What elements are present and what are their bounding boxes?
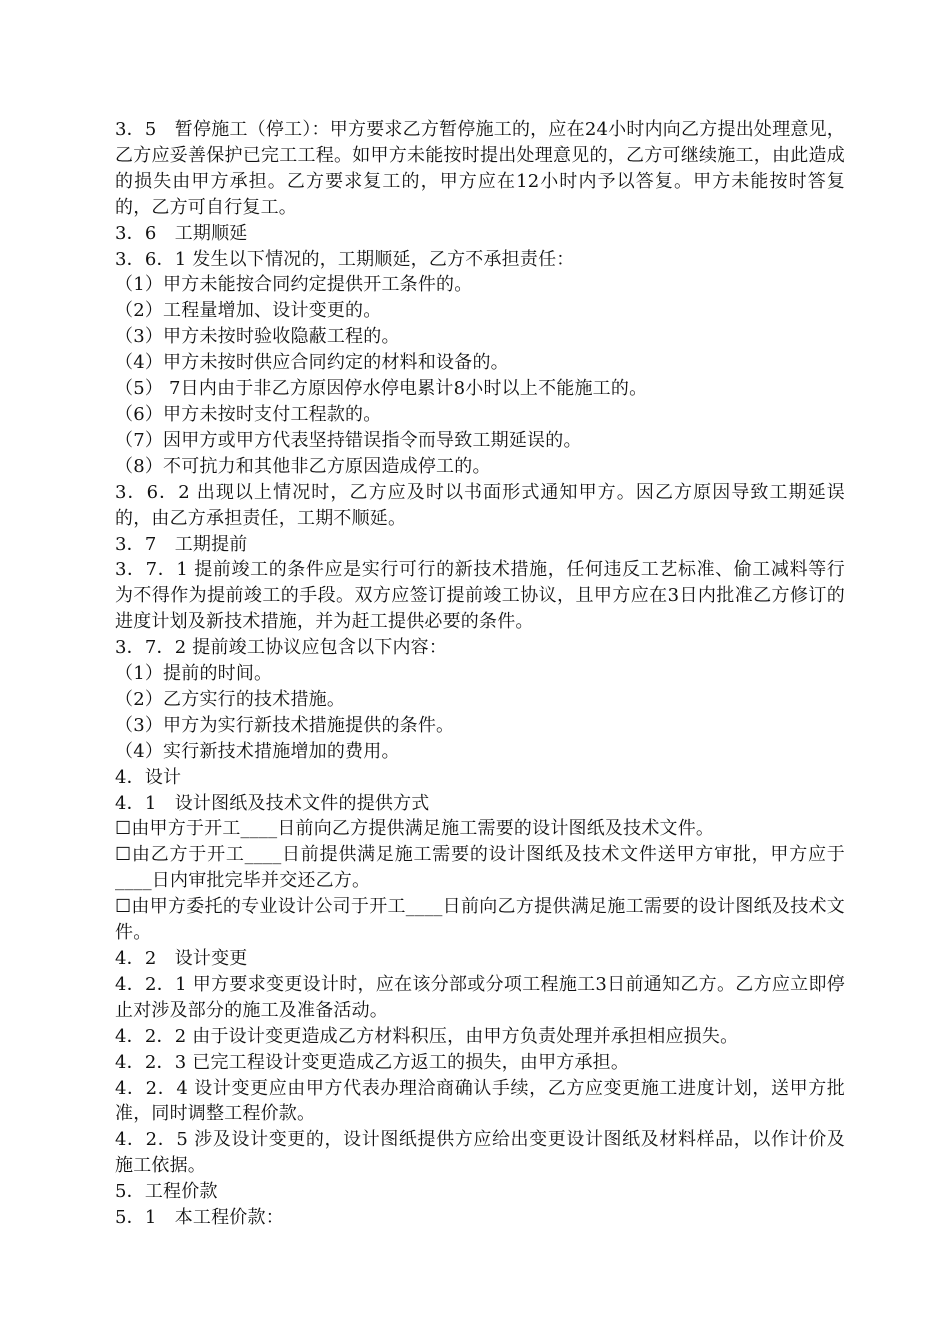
checkbox-option: ☐由乙方于开工____日前提供满足施工需要的设计图纸及技术文件送甲方审批，甲方应于____日内审批完毕并交还乙方。 (115, 844, 845, 892)
clause-4-2-3: 4．2．3 已完工程设计变更造成乙方返工的损失，由甲方承担。 (115, 1051, 630, 1073)
list-item: （3）甲方为实行新技术措施提供的条件。 (115, 714, 455, 736)
clause-3-7-1: 3．7．1 提前竣工的条件应是实行可行的新技术措施，任何违反工艺标准、偷工减料等行为不得作为提前竣工的手段。双方应签订提前竣工协议，且甲方应在3日内批准乙方修订的进度计划及新技术措施，并为赶工提供必要的条件。 (115, 559, 845, 633)
clause-3-7-2: 3．7．2 提前竣工协议应包含以下内容： (115, 637, 448, 659)
list-item: （6）甲方未按时支付工程款的。 (115, 403, 382, 425)
heading-3-6: 3．6 工期顺延 (115, 222, 248, 244)
heading-4-2: 4．2 设计变更 (115, 948, 248, 969)
heading-5: 5．工程价款 (115, 1181, 218, 1203)
list-item: （3）甲方未按时验收隐蔽工程的。 (115, 326, 400, 348)
list-item: （1）甲方未能按合同约定提供开工条件的。 (115, 274, 473, 296)
list-item: （2）工程量增加、设计变更的。 (115, 300, 382, 322)
clause-3-5: 3．5 暂停施工（停工）：甲方要求乙方暂停施工的，应在24小时内向乙方提出处理意见，乙方应妥善保护已完工工程。如甲方未能按时提出处理意见的，乙方可继续施工，由此造成的损失由甲方承担。乙方要求复工的，甲方应在12小时内予以答复。甲方未能按时答复的，乙方可自行复工。 (115, 119, 845, 218)
heading-4: 4．设计 (115, 766, 182, 788)
clause-4-2-2: 4．2．2 由于设计变更造成乙方材料积压，由甲方负责处理并承担相应损失。 (115, 1025, 739, 1047)
list-item: （1）提前的时间。 (115, 663, 273, 685)
document-page (115, 117, 845, 1231)
checkbox-option: ☐由甲方委托的专业设计公司于开工____日前向乙方提供满足施工需要的设计图纸及技术文件。 (115, 896, 845, 944)
clause-3-6-1: 3．6．1 发生以下情况的，工期顺延，乙方不承担责任： (115, 248, 575, 270)
list-item: （2）乙方实行的技术措施。 (115, 688, 346, 710)
list-item: （4）实行新技术措施增加的费用。 (115, 740, 400, 762)
checkbox-option: ☐由甲方于开工____日前向乙方提供满足施工需要的设计图纸及技术文件。 (115, 818, 715, 840)
heading-3-7: 3．7 工期提前 (115, 533, 248, 555)
clause-4-2-5: 4．2．5 涉及设计变更的，设计图纸提供方应给出变更设计图纸及材料样品，以作计价及施工依据。 (115, 1129, 845, 1177)
heading-5-1: 5．1 本工程价款： (115, 1207, 284, 1229)
list-item: （8）不可抗力和其他非乙方原因造成停工的。 (115, 455, 491, 477)
clause-4-2-4: 4．2．4 设计变更应由甲方代表办理洽商确认手续，乙方应变更施工进度计划，送甲方批准，同时调整工程价款。 (115, 1077, 845, 1125)
clause-3-6-2: 3．6．2 出现以上情况时，乙方应及时以书面形式通知甲方。因乙方原因导致工期延误的，由乙方承担责任，工期不顺延。 (115, 481, 845, 529)
list-item: （4）甲方未按时供应合同约定的材料和设备的。 (115, 352, 509, 374)
heading-4-1: 4．1 设计图纸及技术文件的提供方式 (115, 792, 430, 814)
clause-4-2-1: 4．2．1 甲方要求变更设计时，应在该分部或分项工程施工3日前通知乙方。乙方应立即停止对涉及部分的施工及准备活动。 (115, 973, 845, 1021)
list-item: （5） 7日内由于非乙方原因停水停电累计8小时以上不能施工的。 (115, 378, 648, 400)
list-item: （7）因甲方或甲方代表坚持错误指令而导致工期延误的。 (115, 429, 582, 451)
